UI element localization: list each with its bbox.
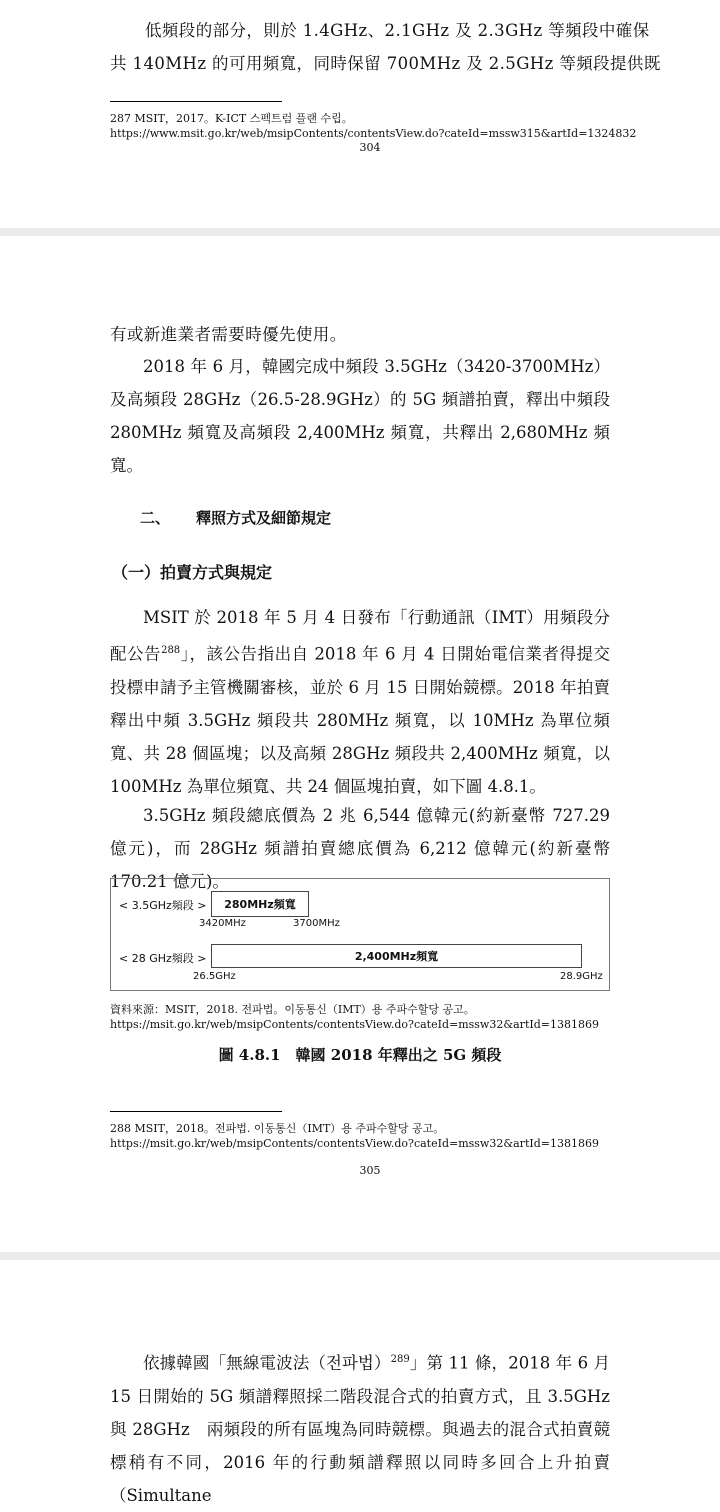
footnote-separator [110,101,282,102]
footnote-separator [110,1111,282,1112]
paragraph-auction-summary: 2018 年 6 月，韓國完成中頻段 3.5GHz（3420-3700MHz）及高頻段 28GHz（26.5-28.9GHz）的 5G 頻譜拍賣，釋出中頻段 280MHz 頻寬及高頻段 2,400MHz 頻寬，共釋出 2,680MHz 頻寬。 [110,357,610,475]
footnote-288: 288 MSIT，2018。전파법. 이동통신（IMT）용 주파수할당 공고。 [110,1122,445,1135]
paragraph-text: 」第 11 條，2018 年 6 月 15 日開始的 5G 頻譜釋照採二階段混合式的拍賣方式，且 3.5GHz 與 28GHz 兩頻段的所有區塊為同時競標。與過去的混合式拍賣競標稍有不同，2016 年的行動頻譜釋照以同時多回合上升拍賣（Simultane [110,1353,610,1505]
spectrum-figure [110,878,610,991]
paragraph-radio-law [110,1343,610,1505]
figure-caption: 圖 4.8.1 韓國 2018 年釋出之 5G 頻段 [218,1046,502,1064]
section-number: 二、 [140,509,171,527]
paragraph-reserve-price: 3.5GHz 頻段總底價為 2 兆 6,544 億韓元(約新臺幣 727.29 億元)，而 28GHz 頻譜拍賣總底價為 6,212 億韓元(約新臺幣 170.21 億元)。 [110,806,610,891]
page-gap [0,1252,720,1260]
band-label-28ghz: < 28 GHz頻段 > [119,952,207,965]
paragraph-text: MSIT 於 2018 年 5 月 4 日發布「行動通訊（IMT）用頻段分配公告 [110,608,610,664]
band-start-3420: 3420MHz [199,918,246,929]
footnote-288-url[interactable]: https://msit.go.kr/web/msipContents/contentsView.do?cateId=mssw32&artId=1381869 [110,1137,599,1150]
body-text-line: 有或新進業者需要時優先使用。 [110,325,347,344]
footnote-287-url[interactable]: https://www.msit.go.kr/web/msipContents/contentsView.do?cateId=mssw315&artId=1324832 [110,127,637,140]
figure-source-url[interactable]: https://msit.go.kr/web/msipContents/contentsView.do?cateId=mssw32&artId=1381869 [110,1018,599,1031]
paragraph-auction-rules [110,601,610,803]
section-title: 釋照方式及細節規定 [196,509,332,527]
band-start-26-5: 26.5GHz [193,971,236,982]
footnote-ref-289[interactable]: 289 [390,1354,410,1365]
page-gap [0,228,720,236]
band-bar-2400mhz: 2,400MHz頻寬 [211,944,582,968]
band-end-28-9: 28.9GHz [560,971,603,982]
paragraph-text: 依據韓國「無線電波法（전파법） [143,1353,391,1373]
band-label-3-5ghz: < 3.5GHz頻段 > [119,899,207,912]
page-number: 305 [359,1164,381,1177]
band-bar-280mhz: 280MHz頻寬 [211,891,309,917]
band-end-3700: 3700MHz [293,918,340,929]
page-304 [0,0,720,228]
subsection-title: （一）拍賣方式與規定 [112,563,273,582]
body-text-line: 共 140MHz 的可用頻寬，同時保留 700MHz 及 2.5GHz 等頻段提供既 [110,54,661,73]
footnote-287: 287 MSIT，2017。K-ICT 스펙트럼 플랜 수립。 [110,112,353,125]
body-text-line: 低頻段的部分，則於 1.4GHz、2.1GHz 及 2.3GHz 等頻段中確保 [145,21,650,40]
figure-source: 資料來源：MSIT，2018. 전파법。이동통신（IMT）용 주파수할당 공고。 [110,1003,475,1016]
footnote-ref-288[interactable]: 288 [161,645,181,656]
page-number: 304 [359,141,381,154]
paragraph-text: 」，該公告指出自 2018 年 6 月 4 日開始電信業者得提交投標申請予主管機關審核，並於 6 月 15 日開始競標。2018 年拍賣釋出中頻 3.5GHz 頻段共 280MHz 頻寬，以 10MHz 為單位頻寬、共 28 個區塊；以及高頻 28GHz 頻段共 2,400MHz 頻寬，以 100MHz 為單位頻寬、共 24 個區塊拍賣，如下圖 4.8.1。 [110,644,610,796]
